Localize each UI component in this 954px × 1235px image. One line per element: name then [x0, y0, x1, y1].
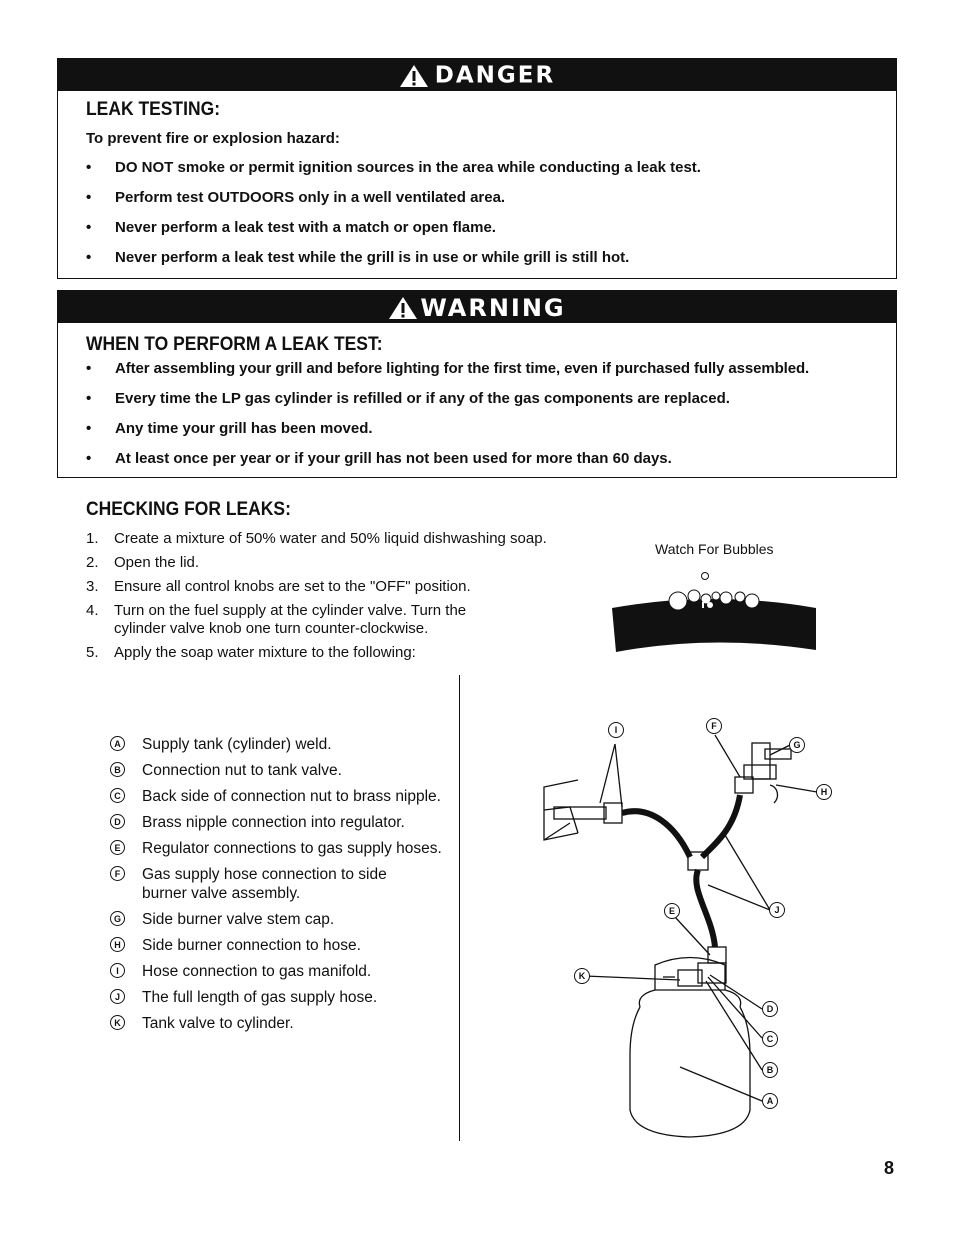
letter-badge: I: [110, 963, 125, 978]
warning-triangle-icon: [399, 64, 429, 88]
list-item: • Every time the LP gas cylinder is refilled or if any of the gas components are replaced.: [58, 390, 896, 407]
list-item: H Side burner connection to hose.: [108, 936, 448, 955]
list-item: • At least once per year or if your grill has not been used for more than 60 days.: [58, 450, 896, 467]
letter-badge: A: [110, 736, 125, 751]
list-item: • Any time your grill has been moved.: [58, 420, 896, 437]
warning-triangle-icon: [388, 296, 418, 320]
diagram-label-d: D: [762, 1001, 778, 1017]
list-item: • Never perform a leak test while the grill is in use or while grill is still hot.: [58, 249, 896, 266]
list-item: 1. Create a mixture of 50% water and 50% liquid dishwashing soap.: [86, 530, 547, 547]
diagram-label-k: K: [574, 968, 590, 984]
list-item: • Never perform a leak test with a match or open flame.: [58, 219, 896, 236]
diagram-label-e: E: [664, 903, 680, 919]
list-item: D Brass nipple connection into regulator.: [108, 813, 448, 832]
list-item: J The full length of gas supply hose.: [108, 988, 448, 1007]
warning-bullets: [58, 360, 896, 467]
list-item: K Tank valve to cylinder.: [108, 1014, 448, 1033]
danger-box: [57, 58, 897, 279]
list-item: 2. Open the lid.: [86, 554, 200, 571]
danger-banner: [58, 59, 896, 91]
list-item: 5. Apply the soap water mixture to the following:: [86, 644, 416, 661]
list-item: • DO NOT smoke or permit ignition sources in the area while conducting a leak test.: [58, 159, 896, 176]
danger-intro: To prevent fire or explosion hazard:: [86, 130, 340, 147]
letter-badge: D: [110, 814, 125, 829]
letter-badge: H: [110, 937, 125, 952]
list-item: G Side burner valve stem cap.: [108, 910, 448, 929]
letter-badge: F: [110, 866, 125, 881]
list-item: I Hose connection to gas manifold.: [108, 962, 448, 981]
list-item: • After assembling your grill and before lighting for the first time, even if purchased fully assembled.: [58, 360, 896, 377]
column-divider: [459, 675, 460, 1141]
list-item: A Supply tank (cylinder) weld.: [108, 735, 448, 754]
list-item: • Perform test OUTDOORS only in a well ventilated area.: [58, 189, 896, 206]
list-item: E Regulator connections to gas supply hoses.: [108, 839, 448, 858]
danger-bullets: [58, 159, 896, 266]
diagram-label-c: C: [762, 1031, 778, 1047]
list-item: C Back side of connection nut to brass nipple.: [108, 787, 448, 806]
warning-box: [57, 290, 897, 478]
letter-badge: J: [110, 989, 125, 1004]
leak-points-list: [108, 735, 448, 1033]
list-item: F Gas supply hose connection to side burner valve assembly.: [108, 865, 422, 903]
diagram-label-i: I: [608, 722, 624, 738]
letter-badge: B: [110, 762, 125, 777]
danger-title: DANGER: [434, 62, 556, 89]
when-to-test-heading: WHEN TO PERFORM A LEAK TEST:: [86, 334, 383, 355]
checking-heading: CHECKING FOR LEAKS:: [86, 499, 291, 520]
letter-badge: E: [110, 840, 125, 855]
bubbles-illustration: [608, 568, 820, 656]
diagram-label-h: H: [816, 784, 832, 800]
steps-list: [86, 530, 606, 662]
gas-system-diagram: [530, 715, 850, 1145]
letter-badge: K: [110, 1015, 125, 1030]
list-item: B Connection nut to tank valve.: [108, 761, 448, 780]
letter-badge: G: [110, 911, 125, 926]
diagram-label-a: A: [762, 1093, 778, 1109]
warning-title: WARNING: [420, 294, 566, 322]
list-item: 3. Ensure all control knobs are set to the "OFF" position.: [86, 578, 471, 595]
diagram-label-f: F: [706, 718, 722, 734]
diagram-label-g: G: [789, 737, 805, 753]
warning-banner: [58, 291, 896, 323]
list-item: 4. Turn on the fuel supply at the cylinder valve. Turn the cylinder valve knob one turn counter-clockwise.: [86, 602, 467, 637]
page-number: 8: [884, 1158, 895, 1178]
bubbles-caption: Watch For Bubbles: [655, 541, 774, 557]
diagram-label-j: J: [769, 902, 785, 918]
diagram-label-b: B: [762, 1062, 778, 1078]
leak-testing-heading: LEAK TESTING:: [86, 99, 221, 120]
letter-badge: C: [110, 788, 125, 803]
